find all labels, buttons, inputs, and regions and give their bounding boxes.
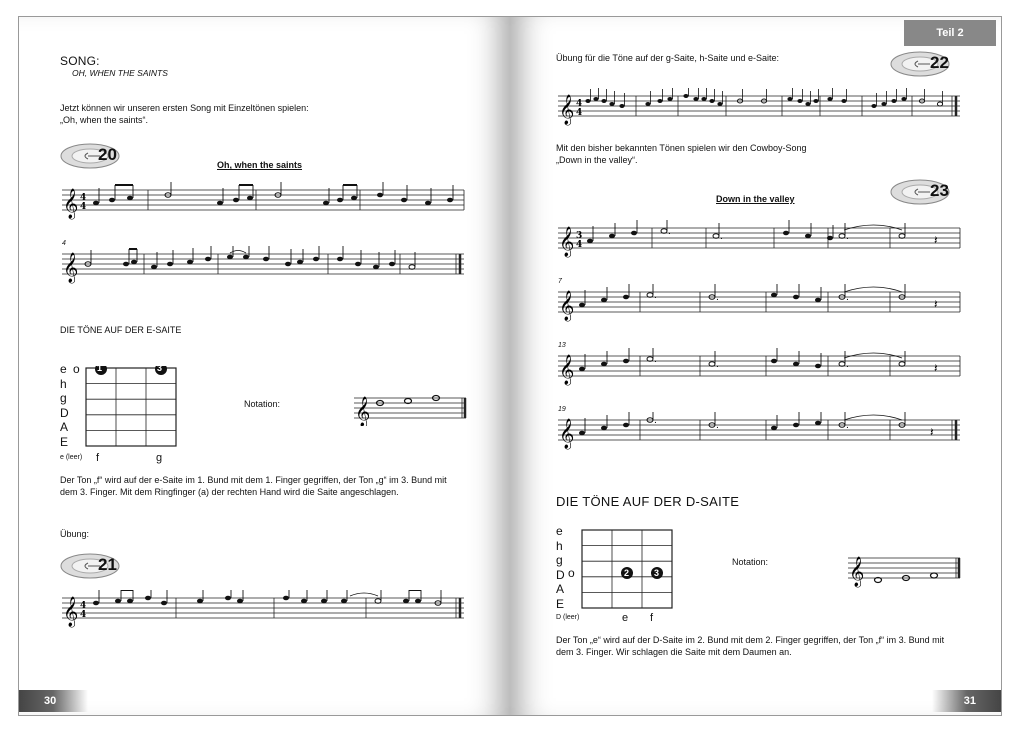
cd-track-23-icon [890,178,954,211]
svg-text:4: 4 [80,610,87,620]
svg-text:𝄽: 𝄽 [934,297,938,311]
description-line-2: dem 3. Finger. Wir schlagen die Saite mit dem Daumen an. [556,647,792,657]
string-label: A [60,420,69,434]
intro-line-2: „Down in the valley“. [556,155,638,165]
finger-number-3: 3 [157,363,163,373]
string-label: g [556,553,563,567]
svg-text:𝄞: 𝄞 [559,95,575,125]
svg-text:4: 4 [576,240,583,250]
description-line-1: Der Ton „f“ wird auf der e-Saite im 1. Bund mit dem 1. Finger gegriffen, der Ton „g“ im 3. Bund mit [60,475,447,485]
svg-text:.: . [716,421,719,431]
description-line-1: Der Ton „e“ wird auf der D-Saite im 2. Bund mit dem 2. Finger gegriffen, der Ton „f“ im 3. Bund mit [556,635,945,645]
svg-text:𝄽: 𝄽 [934,233,938,247]
intro-line-1: Jetzt können wir unseren ersten Song mit Einzeltönen spielen: [60,103,309,113]
string-label: e [556,524,563,538]
notation-staff-d [846,550,962,590]
exercise-heading: Übung für die Töne auf der g-Saite, h-Saite und e-Saite: [556,53,779,63]
open-string-marker: o [568,566,575,580]
fret-note-f: f [96,452,100,464]
finger-number-1: 1 [97,363,103,373]
cd-track-number: 22 [930,53,949,72]
measure-number: 4 [62,240,66,247]
staff-line-2 [60,246,466,286]
svg-text:.: . [654,416,657,426]
description-line-2: dem 3. Finger. Mit dem Ringfinger (a) der rechten Hand wird die Saite angeschlagen. [60,487,399,497]
svg-text:4: 4 [576,108,583,118]
page-number-left: 30 [18,690,88,712]
svg-text:𝄞: 𝄞 [849,557,865,587]
measure-number: 19 [558,406,566,413]
string-names [556,524,568,611]
svg-text:4: 4 [80,601,87,611]
open-string-label: D (leer) [556,614,580,621]
notation-label: Notation: [732,557,769,567]
svg-text:4: 4 [80,193,87,203]
svg-text:𝄞: 𝄞 [63,597,79,627]
song-label: SONG: [60,54,100,68]
svg-text:.: . [654,291,657,301]
section-heading-e-string: DIE TÖNE AUF DER E-SAITE [60,325,182,335]
svg-text:𝄞: 𝄞 [355,397,371,426]
section-heading-d-string: DIE TÖNE AUF DER D-SAITE [556,494,740,509]
svg-text:.: . [716,360,719,370]
exercise-label: Übung: [60,529,90,539]
measure-number: 7 [558,278,562,285]
string-label: A [556,582,565,596]
string-label: D [556,567,565,582]
cd-track-21-icon [60,552,124,585]
string-label: E [60,434,69,449]
svg-text:4: 4 [576,99,583,109]
staff-exercise-22 [556,88,962,128]
svg-text:𝄞: 𝄞 [63,189,79,219]
svg-text:.: . [720,232,723,242]
svg-text:3: 3 [576,231,583,241]
staff-valley-3 [556,348,962,388]
svg-text:.: . [846,232,849,242]
cd-track-22-icon [890,50,954,83]
staff-valley-1 [556,220,962,260]
svg-text:.: . [668,227,671,237]
staff-exercise-21 [60,590,466,630]
svg-text:𝄞: 𝄞 [63,253,79,283]
page-number-right: 31 [932,690,1002,712]
svg-text:.: . [716,293,719,303]
fret-note-f: f [650,612,654,624]
right-page [510,16,1002,716]
cd-track-number: 23 [930,181,949,200]
staff-valley-2 [556,284,962,324]
song-title: Down in the valley [716,194,795,204]
string-label: h [556,538,563,553]
svg-text:𝄞: 𝄞 [559,291,575,321]
intro-line-1: Mit den bisher bekannten Tönen spielen wir den Cowboy-Song [556,143,807,153]
fret-note-e: e [622,612,629,624]
song-title: Oh, when the saints [217,160,303,170]
songbook-spread [18,16,1002,716]
left-page [18,16,510,716]
finger-number-3: 3 [654,568,660,578]
cd-track-20-icon [60,142,124,175]
open-string-label: e (leer) [60,454,83,461]
measure-number: 13 [558,342,566,349]
svg-text:𝄞: 𝄞 [559,355,575,385]
svg-text:.: . [846,293,849,303]
svg-text:𝄞: 𝄞 [559,227,575,257]
notation-staff-e [352,390,468,426]
cd-track-number: 21 [98,555,117,574]
intro-line-2: „Oh, when the saints“. [60,115,149,125]
svg-text:.: . [654,355,657,365]
svg-text:𝄽: 𝄽 [930,425,934,439]
string-label: g [60,391,67,405]
svg-text:4: 4 [80,202,87,212]
svg-text:𝄞: 𝄞 [559,419,575,449]
open-string-marker: o [73,362,80,376]
fretboard-diagram-e [84,366,180,450]
string-label: E [556,596,565,611]
notation-label: Notation: [244,399,281,409]
staff-valley-4 [556,412,962,452]
fret-note-g: g [156,452,163,464]
cd-track-number: 20 [98,145,117,164]
section-tab: Teil 2 [904,20,996,46]
string-label: e [60,362,67,376]
svg-text:.: . [846,360,849,370]
svg-text:.: . [846,421,849,431]
staff-line-1 [60,182,466,222]
string-label: D [60,405,69,420]
svg-text:𝄽: 𝄽 [934,361,938,375]
string-names [60,362,72,449]
string-label: h [60,376,67,391]
finger-number-2: 2 [624,568,630,578]
song-subtitle: OH, WHEN THE SAINTS [72,68,168,78]
